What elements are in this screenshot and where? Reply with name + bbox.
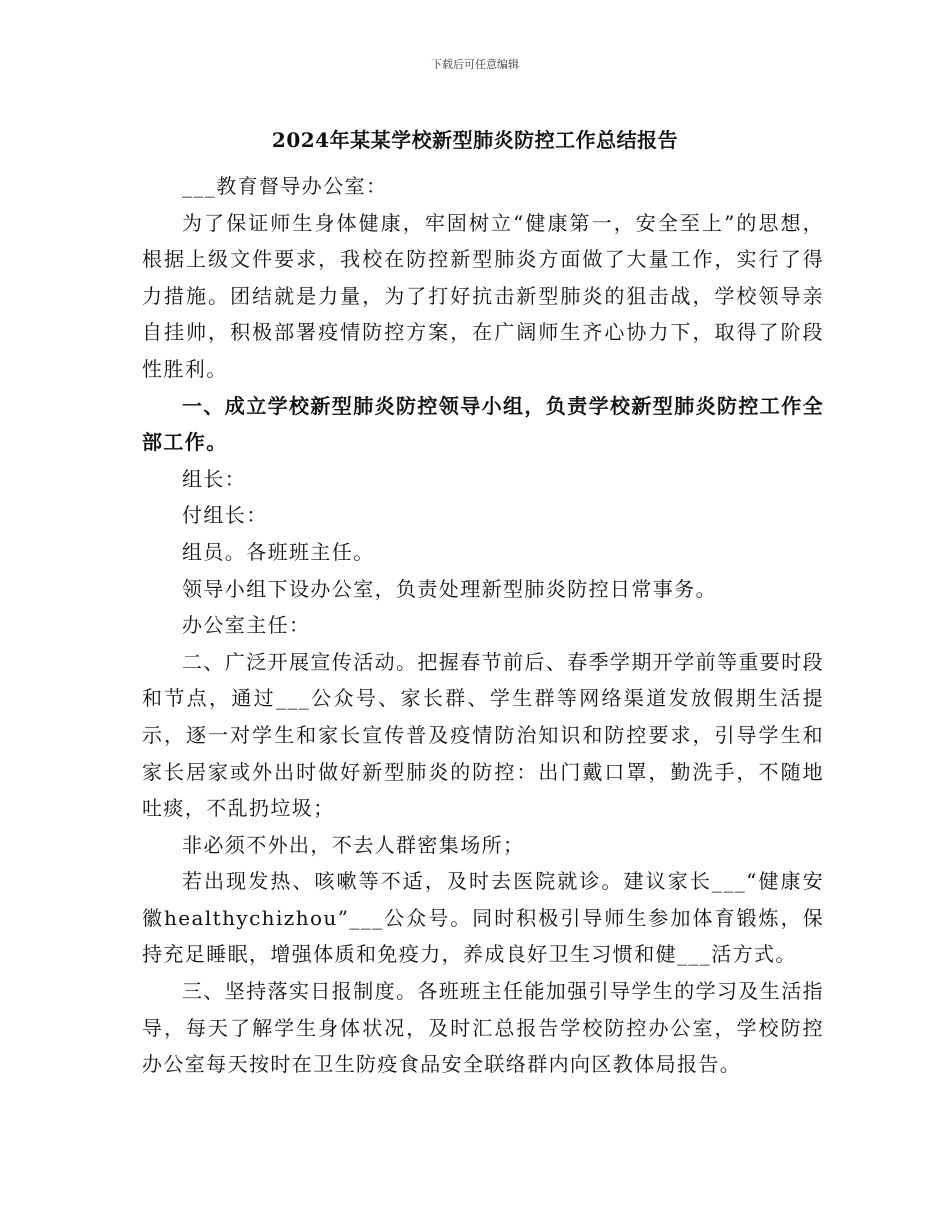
paragraph-members: 组员。各班班主任。 [182,539,375,564]
paragraph-office: 领导小组下设办公室，负责处理新型肺炎防控日常事务。 [182,576,717,601]
paragraph-avoid-crowds: 非必须不外出，不去人群密集场所； [182,832,525,857]
paragraph-intro: 为了保证师生身体健康，牢固树立“健康第一，安全至上”的思想，根据上级文件要求，我校在防控新型肺炎方面做了大量工作，实行了得力措施。团结就是力量，为了打好抗击新型肺炎的狙击战，学校领导亲自挂帅，积极部署疫情防控方案，在广阔师生齐心协力下，取得了阶段性胜利。 [142,210,824,381]
document-title: 2024年某某学校新型肺炎防控工作总结报告 [271,128,679,152]
header-note: 下载后可任意编辑 [431,58,519,71]
paragraph-deputy-leader: 付组长： [182,503,268,528]
section-3-daily-report: 三、坚持落实日报制度。各班班主任能加强引导学生的学习及生活指导，每天了解学生身体状况，及时汇总报告学校防控办公室，学校防控办公室每天按时在卫生防疫食品安全联络群内向区教体局报告。 [142,979,824,1077]
section-heading-1: 一、成立学校新型肺炎防控领导小组，负责学校新型肺炎防控工作全部工作。 [142,393,824,455]
section-2-publicity: 二、广泛开展宣传活动。把握春节前后、春季学期开学前等重要时段和节点，通过___公众号、家长群、学生群等网络渠道发放假期生活提示，逐一对学生和家长宣传普及疫情防治知识和防控要求，引导学生和家长居家或外出时做好新型肺炎的防控：出门戴口罩，勤洗手，不随地吐痰，不乱扔垃圾； [142,649,824,821]
document-body [142,168,824,1083]
paragraph-medical-advice: 若出现发热、咳嗽等不适，及时去医院就诊。建议家长___“健康安徽healthychizhou”___公众号。同时积极引导师生参加体育锻炼，保持充足睡眠，增强体质和免疫力，养成良好卫生习惯和健___活方式。 [142,869,824,967]
paragraph-office-director: 办公室主任： [182,613,311,638]
paragraph-group-leader: 组长： [182,466,247,491]
paragraph-salutation: ___教育督导办公室： [182,174,388,198]
